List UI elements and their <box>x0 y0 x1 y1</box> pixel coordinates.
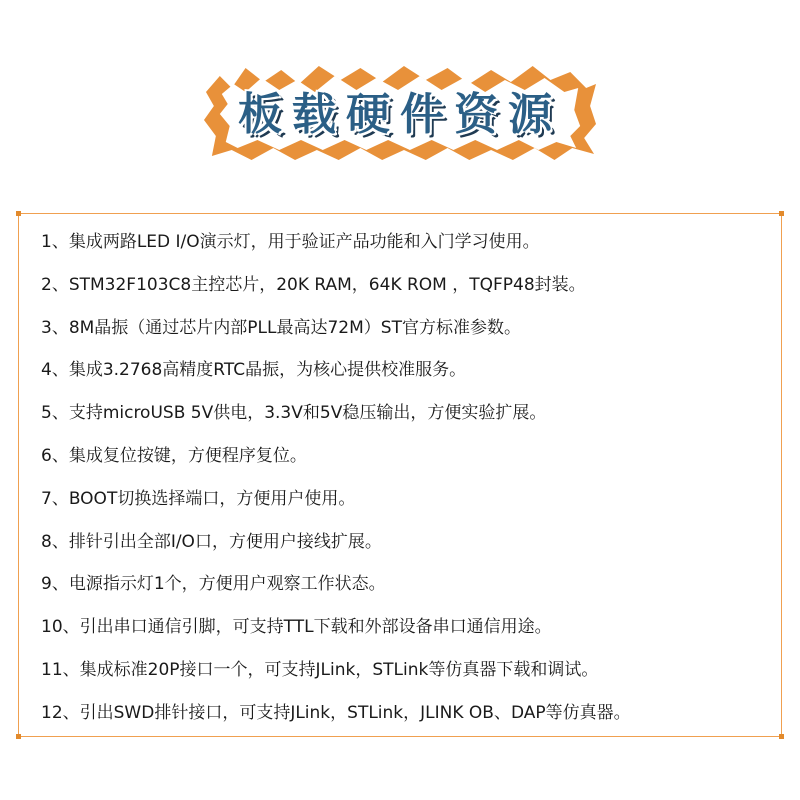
feature-item-1: 1、集成两路LED I/O演示灯，用于验证产品功能和入门学习使用。 <box>41 232 540 252</box>
feature-item-12: 12、引出SWD排针接口，可支持JLink，STLink，JLINK OB、DAP等仿真器。 <box>41 702 631 723</box>
feature-item-2: 2、STM32F103C8主控芯片，20K RAM，64K ROM ，TQFP48封装。 <box>41 274 586 295</box>
title-area <box>0 62 800 162</box>
feature-list <box>41 228 631 742</box>
feature-item-6: 6、集成复位按键，方便程序复位。 <box>41 445 307 466</box>
feature-item-5: 5、支持microUSB 5V供电，3.3V和5V稳压输出，方便实验扩展。 <box>41 403 547 424</box>
feature-item-3: 3、8M晶振（通过芯片内部PLL最高达72M）ST官方标准参数。 <box>41 317 521 338</box>
corner-marker <box>779 734 784 739</box>
corner-marker <box>779 211 784 216</box>
corner-marker <box>16 211 21 216</box>
feature-item-10: 10、引出串口通信引脚，可支持TTL下载和外部设备串口通信用途。 <box>41 617 552 638</box>
feature-item-4: 4、集成3.2768高精度RTC晶振，为核心提供校准服务。 <box>41 360 467 381</box>
feature-item-11: 11、集成标准20P接口一个，可支持JLink，STLink等仿真器下载和调试。 <box>41 659 599 680</box>
page-title: 板载硬件资源 <box>238 89 562 140</box>
feature-item-7: 7、BOOT切换选择端口，方便用户使用。 <box>41 488 356 509</box>
features-box <box>18 213 782 737</box>
corner-marker <box>16 734 21 739</box>
title-badge <box>210 72 590 152</box>
feature-item-8: 8、排针引出全部I/O口，方便用户接线扩展。 <box>41 531 382 552</box>
feature-item-9: 9、电源指示灯1个，方便用户观察工作状态。 <box>41 574 386 595</box>
